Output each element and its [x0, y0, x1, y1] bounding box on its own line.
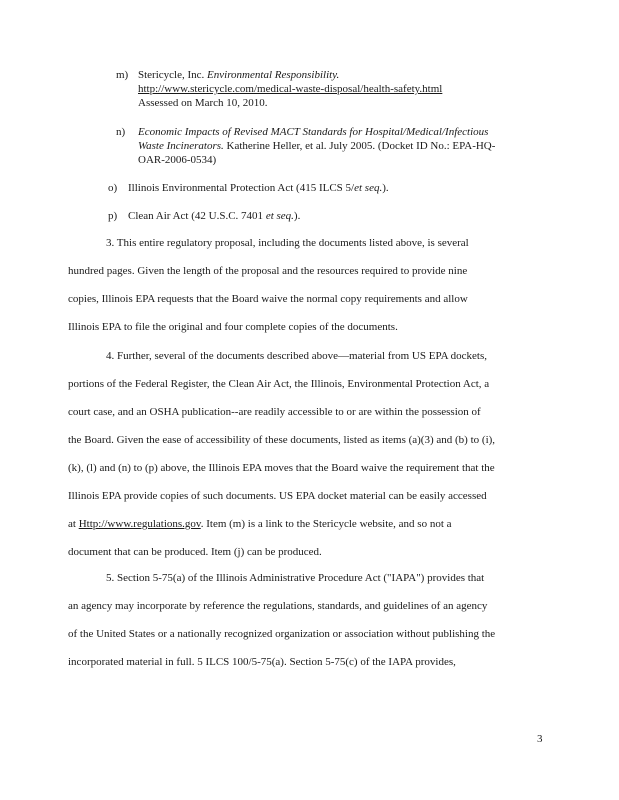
reference-text: Illinois Environmental Protection Act (415 ILCS 5/ — [128, 182, 355, 194]
reference-author: Stericycle, Inc. — [138, 69, 205, 81]
paragraph-line: 3. This entire regulatory proposal, including the documents listed above, is several — [106, 237, 469, 249]
paragraph-line: Illinois EPA to file the original and four complete copies of the documents. — [68, 321, 398, 333]
reference-body — [128, 181, 389, 195]
regulations-link[interactable]: Http://www.regulations.gov — [78, 518, 201, 530]
paragraph-line: 5. Section 5-75(a) of the Illinois Administrative Procedure Act ("IAPA") provides that — [106, 572, 485, 584]
paragraph-line: portions of the Federal Register, the Clean Air Act, the Illinois, Environmental Protection Act, a — [68, 378, 490, 390]
reference-title: Environmental Responsibility. — [207, 69, 340, 81]
reference-body — [138, 125, 495, 167]
reference-close: ). — [382, 182, 389, 194]
reference-etseq: et seq. — [354, 182, 383, 194]
reference-letter: p) — [108, 210, 118, 222]
paragraph-line: of the United States or a nationally recognized organization or association without publishing the — [68, 628, 496, 640]
reference-link[interactable]: http://www.stericycle.com/medical-waste-disposal/health-safety.html — [138, 83, 443, 95]
reference-text: Clean Air Act (42 U.S.C. 7401 — [128, 210, 264, 222]
paragraph-line — [68, 518, 452, 530]
paragraph-line: (k), (l) and (n) to (p) above, the Illinois EPA moves that the Board waive the requirement that the — [68, 462, 495, 474]
line-suffix: . Item (m) is a link to the Stericycle website, and so not a — [200, 518, 452, 530]
reference-letter: m) — [116, 69, 129, 81]
reference-accessed: Assessed on March 10, 2010. — [138, 97, 268, 109]
paragraph-line: an agency may incorporate by reference the regulations, standards, and guidelines of an agency — [68, 600, 488, 612]
reference-body — [138, 68, 442, 110]
reference-title: Economic Impacts of Revised MACT Standards for Hospital/Medical/Infectious — [138, 126, 489, 138]
reference-details: Katherine Heller, et al. July 2005. (Docket ID No.: EPA-HQ- — [226, 140, 496, 152]
reference-letter: o) — [108, 182, 118, 194]
reference-etseq: et seq. — [265, 210, 294, 222]
paragraph-line: 4. Further, several of the documents described above—material from US EPA dockets, — [106, 350, 488, 362]
paragraph-line: document that can be produced. Item (j) can be produced. — [68, 546, 322, 558]
paragraph-line: incorporated material in full. 5 ILCS 100/5-75(a). Section 5-75(c) of the IAPA provides, — [68, 656, 456, 668]
paragraph-line: Illinois EPA provide copies of such documents. US EPA docket material can be easily accessed — [68, 490, 487, 502]
page-number: 3 — [537, 733, 543, 745]
paragraph-line: the Board. Given the ease of accessibility of these documents, listed as items (a)(3) and (b) to (i), — [68, 434, 496, 446]
paragraph-line: court case, and an OSHA publication--are readily accessible to or are within the possession of — [68, 406, 481, 418]
reference-title-cont: Waste Incinerators. — [138, 140, 224, 152]
paragraph-line: hundred pages. Given the length of the proposal and the resources required to provide nine — [68, 265, 468, 277]
line-prefix: at — [68, 518, 79, 530]
reference-docket: OAR-2006-0534) — [138, 154, 217, 166]
paragraph-line: copies, Illinois EPA requests that the Board waive the normal copy requirements and allow — [68, 293, 468, 305]
reference-letter: n) — [116, 126, 126, 138]
reference-body — [128, 209, 300, 223]
reference-close: ). — [293, 210, 301, 222]
